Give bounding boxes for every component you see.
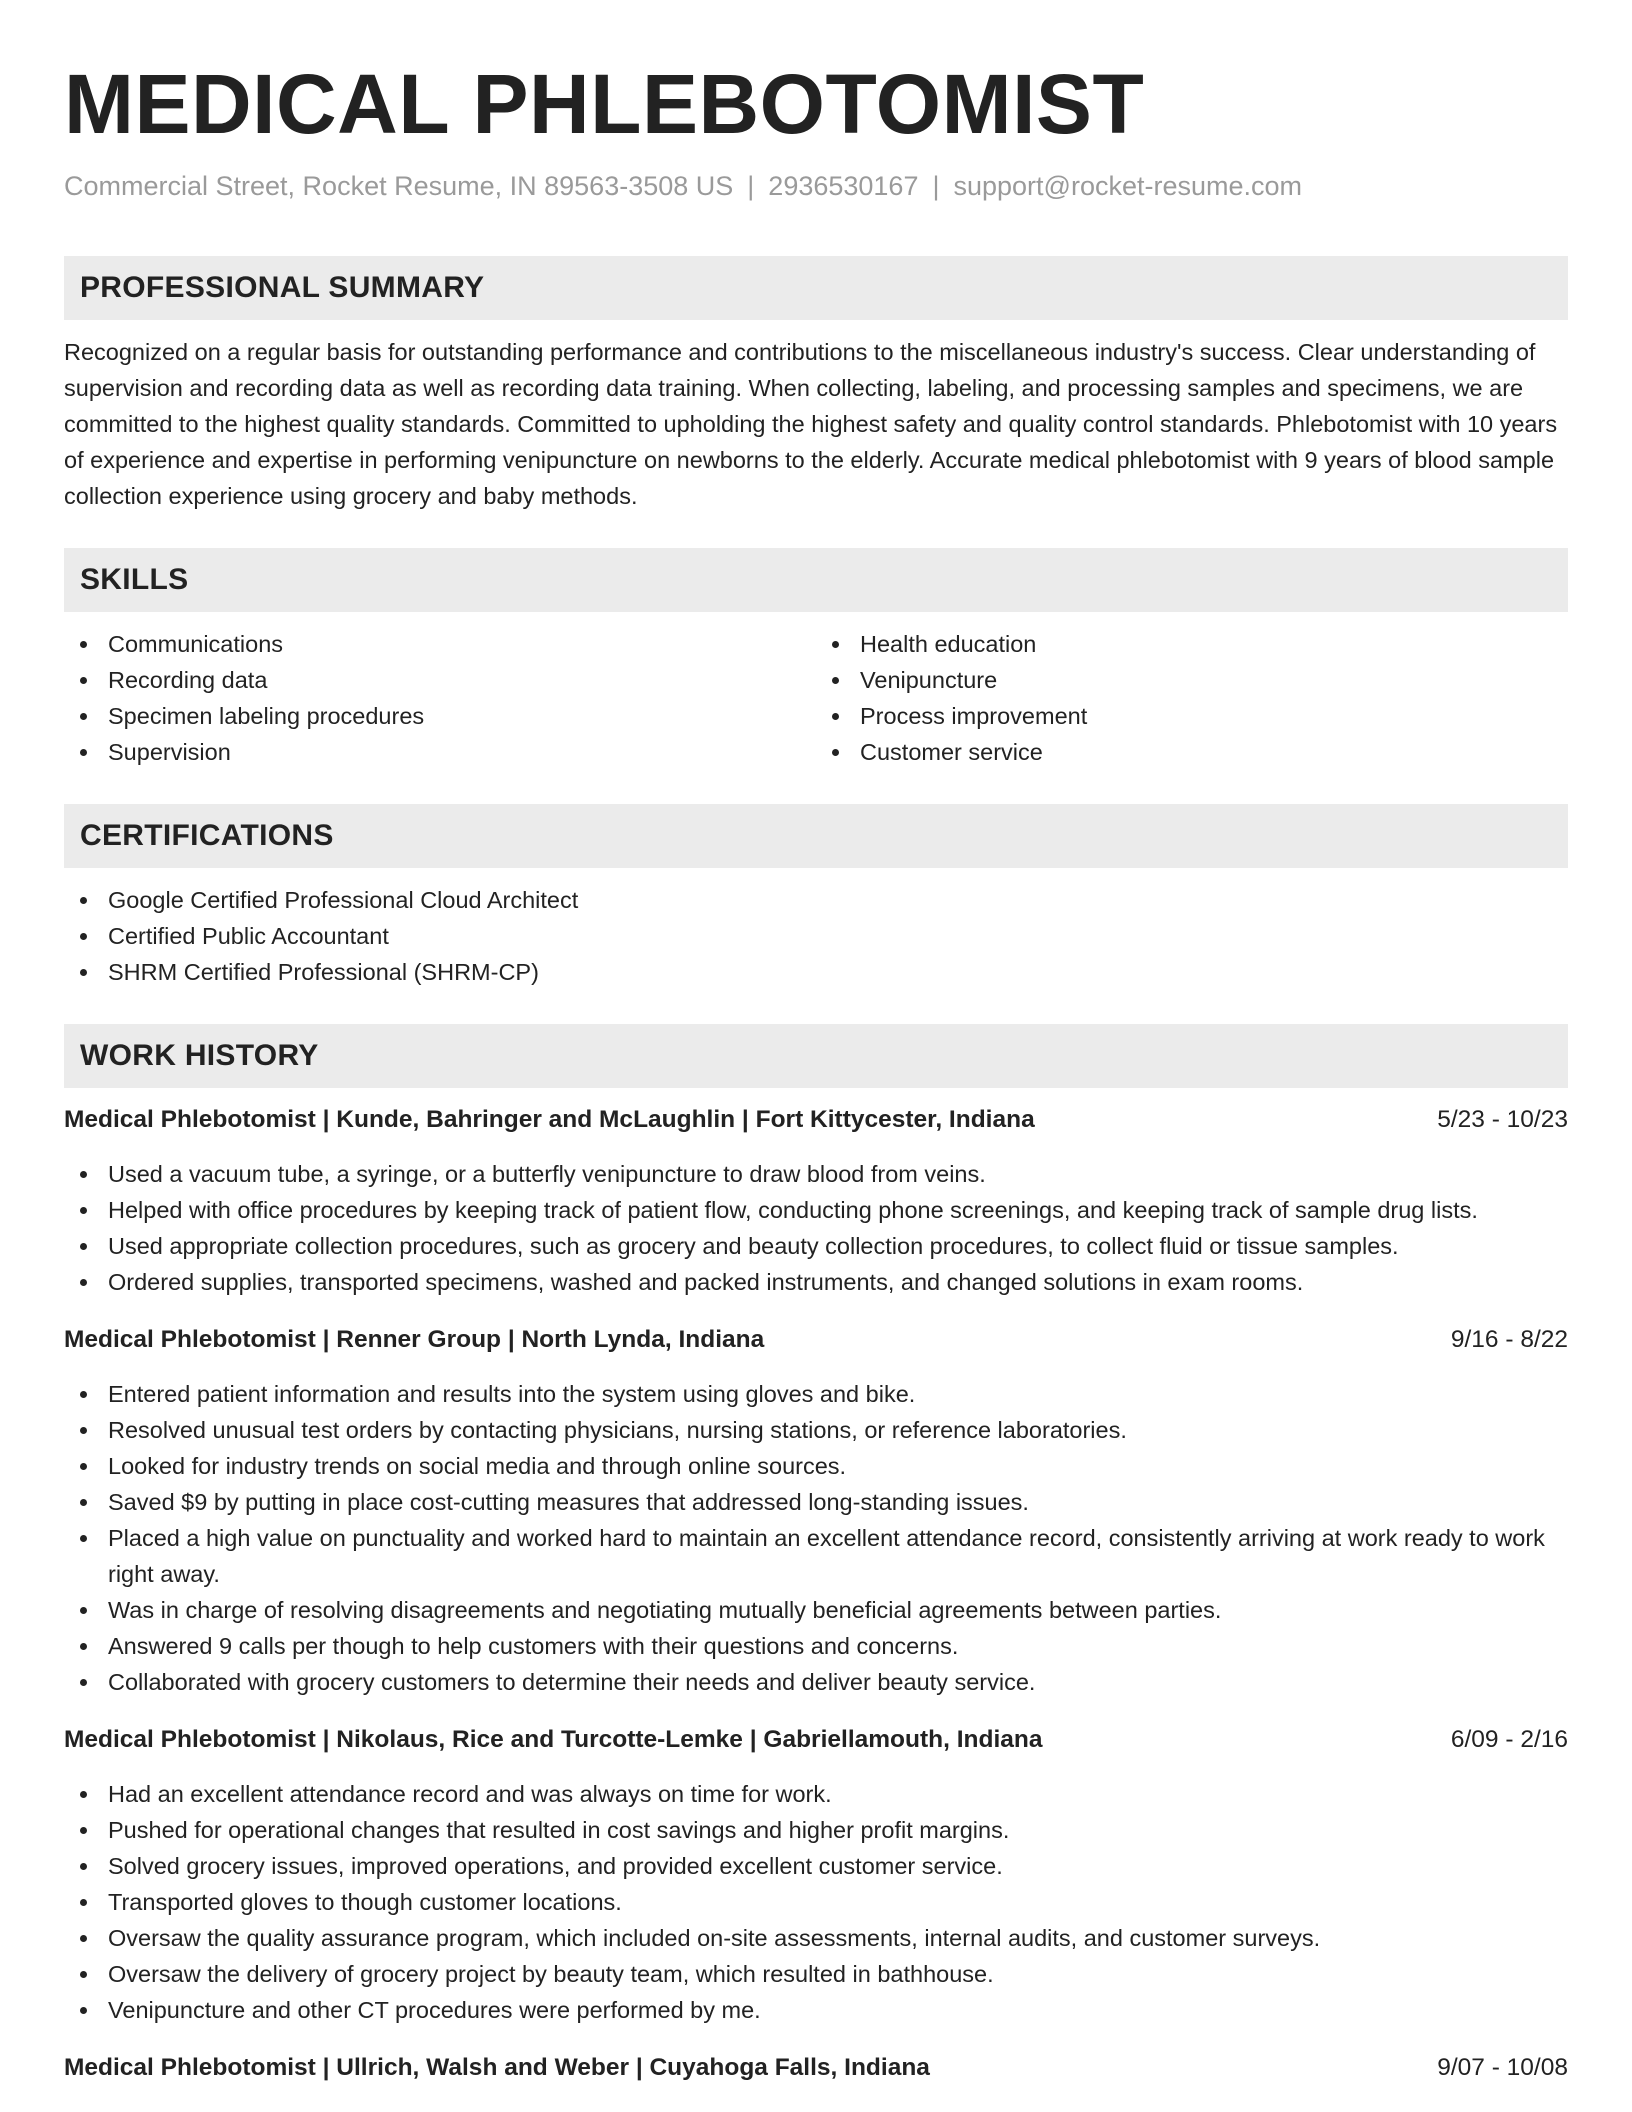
contact-separator: | (932, 171, 940, 201)
job-entry (64, 1102, 1568, 1300)
job-bullet: Transported gloves to though customer locations. (64, 1884, 1568, 1920)
skill-item: Health education (816, 626, 1568, 662)
skill-item: Supervision (64, 734, 816, 770)
job-dates: 5/23 - 10/23 (1437, 1106, 1568, 1134)
skills-column-left (64, 626, 816, 770)
job-bullet: Pushed for operational changes that resulted in cost savings and higher profit margins. (64, 1812, 1568, 1848)
skills-list (64, 626, 1568, 770)
job-bullet: Collaborated with grocery customers to determine their needs and deliver beauty service. (64, 1664, 1568, 1700)
contact-address: Commercial Street, Rocket Resume, IN 89563-3508 US (64, 171, 734, 201)
job-dates: 6/09 - 2/16 (1450, 1726, 1568, 1754)
job-bullet: Looked for industry trends on social media and through online sources. (64, 1448, 1568, 1484)
contact-phone: 2936530167 (768, 171, 919, 201)
job-title: Medical Phlebotomist | Nikolaus, Rice and Turcotte-Lemke | Gabriellamouth, Indiana (64, 1726, 1043, 1754)
skill-item: Specimen labeling procedures (64, 698, 816, 734)
job-header (64, 1102, 1568, 1138)
skills-column-right (816, 626, 1568, 770)
job-bullet: Solved grocery issues, improved operations, and provided excellent customer service. (64, 1848, 1568, 1884)
job-bullets (64, 1156, 1568, 1300)
skill-item: Venipuncture (816, 662, 1568, 698)
job-bullets (64, 1376, 1568, 1700)
job-bullet: Oversaw the delivery of grocery project by beauty team, which resulted in bathhouse. (64, 1956, 1568, 1992)
job-bullet: Placed a high value on punctuality and worked hard to maintain an excellent attendance record, consistently arriving at work ready to work right away. (64, 1520, 1568, 1592)
certification-item: SHRM Certified Professional (SHRM-CP) (64, 954, 1568, 990)
certifications-list (64, 882, 1568, 990)
contact-separator: | (747, 171, 755, 201)
job-title: Medical Phlebotomist | Kunde, Bahringer and McLaughlin | Fort Kittycester, Indiana (64, 1106, 1035, 1134)
job-bullet: Had an excellent attendance record and was always on time for work. (64, 1776, 1568, 1812)
job-entry (64, 1322, 1568, 1700)
job-bullet: Was in charge of resolving disagreements and negotiating mutually beneficial agreements between parties. (64, 1592, 1568, 1628)
summary-text: Recognized on a regular basis for outstanding performance and contributions to the miscellaneous industry's success. Clear understanding of supervision and recording data as well as recording data training. When collecting, labeling, and processing samples and specimens, we are committed to the highest quality standards. Committed to upholding the highest safety and quality control standards. Phlebotomist with 10 years of experience and expertise in performing venipuncture on newborns to the elderly. Accurate medical phlebotomist with 9 years of blood sample collection experience using grocery and baby methods. (64, 339, 1558, 510)
section-header-summary: PROFESSIONAL SUMMARY (64, 256, 1568, 320)
job-dates: 9/07 - 10/08 (1437, 2054, 1568, 2082)
job-header (64, 2050, 1568, 2086)
certification-item: Certified Public Accountant (64, 918, 1568, 954)
job-bullet: Saved $9 by putting in place cost-cutting measures that addressed long-standing issues. (64, 1484, 1568, 1520)
job-bullet: Ordered supplies, transported specimens, washed and packed instruments, and changed solutions in exam rooms. (64, 1264, 1568, 1300)
job-bullet: Used a vacuum tube, a syringe, or a butterfly venipuncture to draw blood from veins. (64, 1156, 1568, 1192)
section-header-certifications: CERTIFICATIONS (64, 804, 1568, 868)
skill-item: Customer service (816, 734, 1568, 770)
skill-item: Communications (64, 626, 816, 662)
skill-item: Recording data (64, 662, 816, 698)
section-header-work-history: WORK HISTORY (64, 1024, 1568, 1088)
job-bullet: Oversaw the quality assurance program, which included on-site assessments, internal audits, and customer surveys. (64, 1920, 1568, 1956)
job-entry (64, 1722, 1568, 2028)
job-dates: 9/16 - 8/22 (1450, 1326, 1568, 1354)
section-header-skills: SKILLS (64, 548, 1568, 612)
job-header (64, 1722, 1568, 1758)
job-bullet: Helped with office procedures by keeping track of patient flow, conducting phone screenings, and keeping track of sample drug lists. (64, 1192, 1568, 1228)
job-header (64, 1322, 1568, 1358)
job-bullet: Venipuncture and other CT procedures were performed by me. (64, 1992, 1568, 2028)
resume-name: MEDICAL PHLEBOTOMIST (64, 57, 1145, 151)
job-title: Medical Phlebotomist | Renner Group | North Lynda, Indiana (64, 1326, 765, 1354)
job-bullets (64, 1776, 1568, 2028)
certification-item: Google Certified Professional Cloud Architect (64, 882, 1568, 918)
job-bullet: Resolved unusual test orders by contacting physicians, nursing stations, or reference laboratories. (64, 1412, 1568, 1448)
job-bullet: Answered 9 calls per though to help customers with their questions and concerns. (64, 1628, 1568, 1664)
contact-email: support@rocket-resume.com (953, 171, 1303, 201)
job-bullet: Entered patient information and results into the system using gloves and bike. (64, 1376, 1568, 1412)
job-bullet: Used appropriate collection procedures, such as grocery and beauty collection procedures, to collect fluid or tissue samples. (64, 1228, 1568, 1264)
job-title: Medical Phlebotomist | Ullrich, Walsh and Weber | Cuyahoga Falls, Indiana (64, 2054, 930, 2082)
skill-item: Process improvement (816, 698, 1568, 734)
job-entry (64, 2050, 1568, 2086)
contact-line (64, 170, 1568, 202)
